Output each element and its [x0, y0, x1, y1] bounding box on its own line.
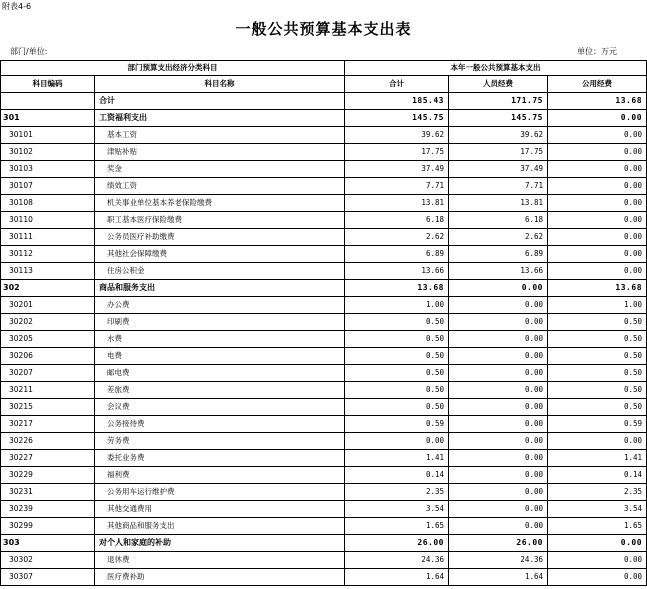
row-personnel: 13.66 — [449, 263, 548, 280]
row-public: 3.54 — [548, 501, 647, 518]
row-total: 0.50 — [345, 365, 449, 382]
row-public: 0.00 — [548, 212, 647, 229]
row-total: 17.75 — [345, 144, 449, 161]
row-public: 2.35 — [548, 484, 647, 501]
row-name: 职工基本医疗保险缴费 — [95, 212, 345, 229]
row-code: 30206 — [1, 348, 95, 365]
row-public: 0.50 — [548, 382, 647, 399]
row-public: 0.14 — [548, 467, 647, 484]
row-public: 0.00 — [548, 127, 647, 144]
row-personnel: 0.00 — [449, 280, 548, 297]
row-code: 30107 — [1, 178, 95, 195]
row-code: 302 — [1, 280, 95, 297]
row-public: 0.00 — [548, 229, 647, 246]
row-name: 公务员医疗补助缴费 — [95, 229, 345, 246]
row-total: 13.81 — [345, 195, 449, 212]
row-personnel: 13.81 — [449, 195, 548, 212]
row-total: 1.64 — [345, 569, 449, 586]
row-name: 印刷费 — [95, 314, 345, 331]
row-personnel: 0.00 — [449, 518, 548, 535]
row-public: 0.50 — [548, 348, 647, 365]
row-code: 30302 — [1, 552, 95, 569]
row-code: 30112 — [1, 246, 95, 263]
row-code: 30102 — [1, 144, 95, 161]
row-personnel: 24.36 — [449, 552, 548, 569]
row-personnel: 6.89 — [449, 246, 548, 263]
row-total: 26.00 — [345, 535, 449, 552]
row-public: 0.00 — [548, 535, 647, 552]
row-name: 其他交通费用 — [95, 501, 345, 518]
row-personnel: 0.00 — [449, 484, 548, 501]
row-name: 奖金 — [95, 161, 345, 178]
total-row — [1, 93, 647, 110]
header-personnel: 人员经费 — [449, 76, 548, 93]
row-code: 30103 — [1, 161, 95, 178]
row-name: 邮电费 — [95, 365, 345, 382]
row-public: 0.00 — [548, 110, 647, 127]
row-name: 机关事业单位基本养老保险缴费 — [95, 195, 345, 212]
row-personnel: 145.75 — [449, 110, 548, 127]
table-row — [1, 569, 647, 586]
row-name: 基本工资 — [95, 127, 345, 144]
row-public: 0.00 — [548, 161, 647, 178]
row-code: 303 — [1, 535, 95, 552]
header-column-row — [1, 76, 647, 93]
row-total: 13.68 — [345, 280, 449, 297]
row-public: 0.00 — [548, 178, 647, 195]
row-public: 0.00 — [548, 433, 647, 450]
table-row — [1, 348, 647, 365]
table-row — [1, 229, 647, 246]
row-code: 30227 — [1, 450, 95, 467]
table-row — [1, 416, 647, 433]
table-row — [1, 297, 647, 314]
row-total: 3.54 — [345, 501, 449, 518]
table-row — [1, 178, 647, 195]
unit-label: 单位：万元 — [577, 47, 617, 56]
row-public: 0.50 — [548, 399, 647, 416]
header-basic-expenditure: 本年一般公共预算基本支出 — [345, 61, 647, 76]
row-total: 1.65 — [345, 518, 449, 535]
row-code: 30239 — [1, 501, 95, 518]
row-name: 委托业务费 — [95, 450, 345, 467]
table-row — [1, 263, 647, 280]
row-name: 住房公积金 — [95, 263, 345, 280]
row-public: 0.00 — [548, 195, 647, 212]
row-code: 30307 — [1, 569, 95, 586]
row-total: 0.50 — [345, 331, 449, 348]
row-public: 0.50 — [548, 314, 647, 331]
row-name: 会议费 — [95, 399, 345, 416]
row-code: 30229 — [1, 467, 95, 484]
header-total: 合计 — [345, 76, 449, 93]
row-code: 30205 — [1, 331, 95, 348]
row-public: 1.65 — [548, 518, 647, 535]
row-total: 6.89 — [345, 246, 449, 263]
row-total: 2.62 — [345, 229, 449, 246]
row-public: 13.68 — [548, 280, 647, 297]
row-name: 工资福利支出 — [95, 110, 345, 127]
row-name: 水费 — [95, 331, 345, 348]
category-row — [1, 280, 647, 297]
row-total: 6.18 — [345, 212, 449, 229]
row-personnel: 17.75 — [449, 144, 548, 161]
row-name: 其他社会保障缴费 — [95, 246, 345, 263]
table-row — [1, 433, 647, 450]
row-total: 37.49 — [345, 161, 449, 178]
table-row — [1, 467, 647, 484]
row-personnel: 0.00 — [449, 467, 548, 484]
row-total: 0.00 — [345, 433, 449, 450]
row-name: 差旅费 — [95, 382, 345, 399]
row-total: 0.14 — [345, 467, 449, 484]
total-row-code — [1, 93, 95, 110]
row-personnel: 37.49 — [449, 161, 548, 178]
row-name: 福利费 — [95, 467, 345, 484]
row-name: 其他商品和服务支出 — [95, 518, 345, 535]
row-personnel: 0.00 — [449, 314, 548, 331]
row-total: 1.41 — [345, 450, 449, 467]
row-name: 医疗费补助 — [95, 569, 345, 586]
row-total: 145.75 — [345, 110, 449, 127]
table-row — [1, 552, 647, 569]
category-row — [1, 535, 647, 552]
table-row — [1, 212, 647, 229]
row-public: 0.00 — [548, 552, 647, 569]
row-personnel: 0.00 — [449, 433, 548, 450]
row-code: 30299 — [1, 518, 95, 535]
row-personnel: 39.62 — [449, 127, 548, 144]
table-row — [1, 365, 647, 382]
row-code: 30211 — [1, 382, 95, 399]
table-row — [1, 501, 647, 518]
table-row — [1, 331, 647, 348]
row-personnel: 26.00 — [449, 535, 548, 552]
row-personnel: 0.00 — [449, 450, 548, 467]
row-code: 30215 — [1, 399, 95, 416]
row-public: 0.50 — [548, 365, 647, 382]
category-row — [1, 110, 647, 127]
row-personnel: 1.64 — [449, 569, 548, 586]
page-title: 一般公共预算基本支出表 — [235, 20, 412, 38]
row-public: 1.41 — [548, 450, 647, 467]
row-personnel: 2.62 — [449, 229, 548, 246]
row-personnel: 7.71 — [449, 178, 548, 195]
row-name: 对个人和家庭的补助 — [95, 535, 345, 552]
row-public: 1.00 — [548, 297, 647, 314]
row-code: 30202 — [1, 314, 95, 331]
row-total: 0.50 — [345, 382, 449, 399]
header-code: 科目编码 — [1, 76, 95, 93]
row-code: 30231 — [1, 484, 95, 501]
header-public: 公用经费 — [548, 76, 647, 93]
table-row — [1, 127, 647, 144]
row-public: 0.59 — [548, 416, 647, 433]
row-public: 0.00 — [548, 569, 647, 586]
table-row — [1, 382, 647, 399]
row-total: 2.35 — [345, 484, 449, 501]
table-row — [1, 518, 647, 535]
table-row — [1, 399, 647, 416]
table-row — [1, 246, 647, 263]
row-code: 30226 — [1, 433, 95, 450]
header-name: 科目名称 — [95, 76, 345, 93]
total-row-total: 185.43 — [345, 93, 449, 110]
row-personnel: 0.00 — [449, 382, 548, 399]
row-name: 津贴补贴 — [95, 144, 345, 161]
row-total: 0.50 — [345, 314, 449, 331]
row-code: 30113 — [1, 263, 95, 280]
row-code: 30110 — [1, 212, 95, 229]
table-row — [1, 484, 647, 501]
row-public: 0.00 — [548, 263, 647, 280]
row-personnel: 0.00 — [449, 348, 548, 365]
row-name: 电费 — [95, 348, 345, 365]
row-code: 30217 — [1, 416, 95, 433]
row-code: 30201 — [1, 297, 95, 314]
expenditure-table — [0, 60, 647, 586]
row-total: 1.00 — [345, 297, 449, 314]
total-row-public: 13.68 — [548, 93, 647, 110]
total-row-personnel: 171.75 — [449, 93, 548, 110]
row-total: 0.50 — [345, 399, 449, 416]
row-personnel: 0.00 — [449, 399, 548, 416]
row-public: 0.00 — [548, 246, 647, 263]
row-name: 办公费 — [95, 297, 345, 314]
table-row — [1, 314, 647, 331]
row-personnel: 0.00 — [449, 365, 548, 382]
table-row — [1, 161, 647, 178]
header-group-row — [1, 61, 647, 76]
row-code: 30101 — [1, 127, 95, 144]
table-row — [1, 195, 647, 212]
row-code: 301 — [1, 110, 95, 127]
row-code: 30111 — [1, 229, 95, 246]
table-row — [1, 144, 647, 161]
row-name: 退休费 — [95, 552, 345, 569]
row-personnel: 0.00 — [449, 416, 548, 433]
row-total: 13.66 — [345, 263, 449, 280]
row-name: 公务用车运行维护费 — [95, 484, 345, 501]
row-personnel: 0.00 — [449, 501, 548, 518]
table-row — [1, 450, 647, 467]
row-total: 7.71 — [345, 178, 449, 195]
row-public: 0.50 — [548, 331, 647, 348]
attachment-label: 附表4-6 — [2, 2, 32, 11]
row-code: 30108 — [1, 195, 95, 212]
header-economic-classification: 部门预算支出经济分类科目 — [1, 61, 345, 76]
row-public: 0.00 — [548, 144, 647, 161]
row-personnel: 0.00 — [449, 297, 548, 314]
row-name: 绩效工资 — [95, 178, 345, 195]
row-personnel: 6.18 — [449, 212, 548, 229]
row-name: 商品和服务支出 — [95, 280, 345, 297]
department-label: 部门/单位: — [10, 47, 48, 56]
row-name: 公务接待费 — [95, 416, 345, 433]
row-total: 39.62 — [345, 127, 449, 144]
row-total: 0.50 — [345, 348, 449, 365]
row-total: 0.59 — [345, 416, 449, 433]
row-name: 劳务费 — [95, 433, 345, 450]
row-total: 24.36 — [345, 552, 449, 569]
row-personnel: 0.00 — [449, 331, 548, 348]
row-code: 30207 — [1, 365, 95, 382]
total-row-name: 合计 — [95, 93, 345, 110]
